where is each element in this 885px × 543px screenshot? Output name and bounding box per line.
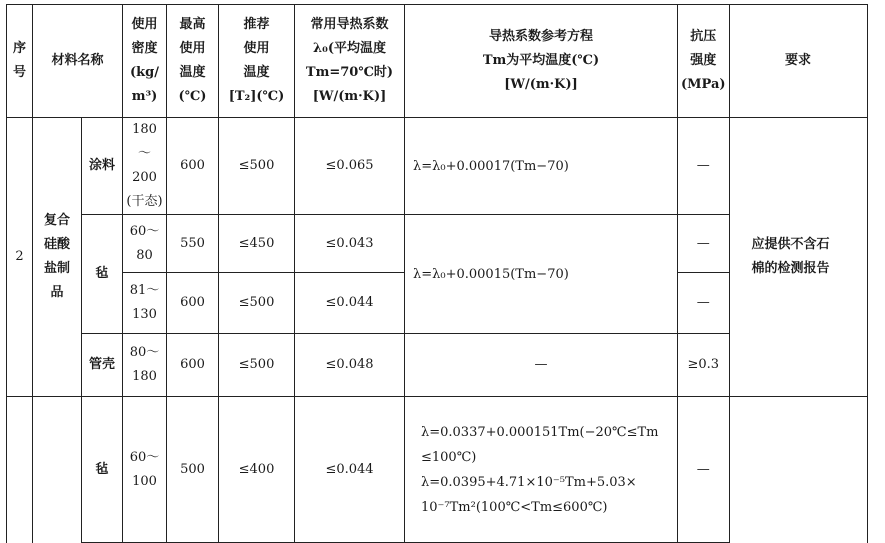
material-type: 毡: [82, 215, 123, 334]
material-type: 涂料: [82, 118, 123, 215]
header-conductivity: 常用导热系数 λ₀(平均温度 Tm=70℃时) [W/(m·K)]: [295, 5, 405, 118]
strength-cell: —: [678, 397, 730, 543]
table-row: [7, 118, 868, 215]
conductivity-cell: ≤0.048: [295, 334, 405, 397]
density-cell: 60～ 100: [123, 397, 167, 543]
conductivity-cell: ≤0.065: [295, 118, 405, 215]
material-name: [33, 397, 82, 543]
material-type: 管壳: [82, 334, 123, 397]
requirement-cell: [729, 397, 867, 543]
equation-cell: —: [405, 334, 678, 397]
rec-temp-cell: ≤500: [219, 118, 295, 215]
density-cell: 60～ 80: [123, 215, 167, 273]
header-material: 材料名称: [33, 5, 123, 118]
material-name: 复合 硅酸 盐制 品: [33, 118, 82, 397]
rec-temp-cell: ≤500: [219, 273, 295, 334]
max-temp-cell: 600: [167, 273, 219, 334]
header-seq: 序 号: [7, 5, 33, 118]
header-max-temp: 最高 使用 温度 (℃): [167, 5, 219, 118]
conductivity-cell: ≤0.044: [295, 397, 405, 543]
rec-temp-cell: ≤400: [219, 397, 295, 543]
equation-cell: λ=λ₀+0.00017(Tm−70): [405, 118, 678, 215]
max-temp-cell: 600: [167, 334, 219, 397]
conductivity-cell: ≤0.043: [295, 215, 405, 273]
strength-cell: —: [678, 118, 730, 215]
table-row: [7, 397, 868, 543]
density-cell: 81～ 130: [123, 273, 167, 334]
strength-cell: ≥0.3: [678, 334, 730, 397]
max-temp-cell: 550: [167, 215, 219, 273]
equation-cell: λ=λ₀+0.00015(Tm−70): [405, 215, 678, 334]
density-cell: 180～ 200 (干态): [123, 118, 167, 215]
header-row: [7, 5, 868, 118]
density-cell: 80～ 180: [123, 334, 167, 397]
header-requirement: 要求: [729, 5, 867, 118]
equation-cell: λ=0.0337+0.000151Tm(−20℃≤Tm ≤100℃) λ=0.0395+4.71×10⁻⁵Tm+5.03× 10⁻⁷Tm²(100℃<Tm≤600℃): [405, 397, 678, 543]
max-temp-cell: 500: [167, 397, 219, 543]
max-temp-cell: 600: [167, 118, 219, 215]
rec-temp-cell: ≤500: [219, 334, 295, 397]
insulation-materials-table: [6, 4, 868, 543]
header-density: 使用 密度 (kg/ m³): [123, 5, 167, 118]
strength-cell: —: [678, 273, 730, 334]
header-strength: 抗压 强度 (MPa): [678, 5, 730, 118]
conductivity-cell: ≤0.044: [295, 273, 405, 334]
rec-temp-cell: ≤450: [219, 215, 295, 273]
header-equation: 导热系数参考方程 Tm为平均温度(℃) [W/(m·K)]: [405, 5, 678, 118]
strength-cell: —: [678, 215, 730, 273]
row-seq: 2: [7, 118, 33, 397]
header-rec-temp: 推荐 使用 温度 [T₂](℃): [219, 5, 295, 118]
requirement-cell: 应提供不含石 棉的检测报告: [729, 118, 867, 397]
row-seq: [7, 397, 33, 543]
material-type: 毡: [82, 397, 123, 543]
